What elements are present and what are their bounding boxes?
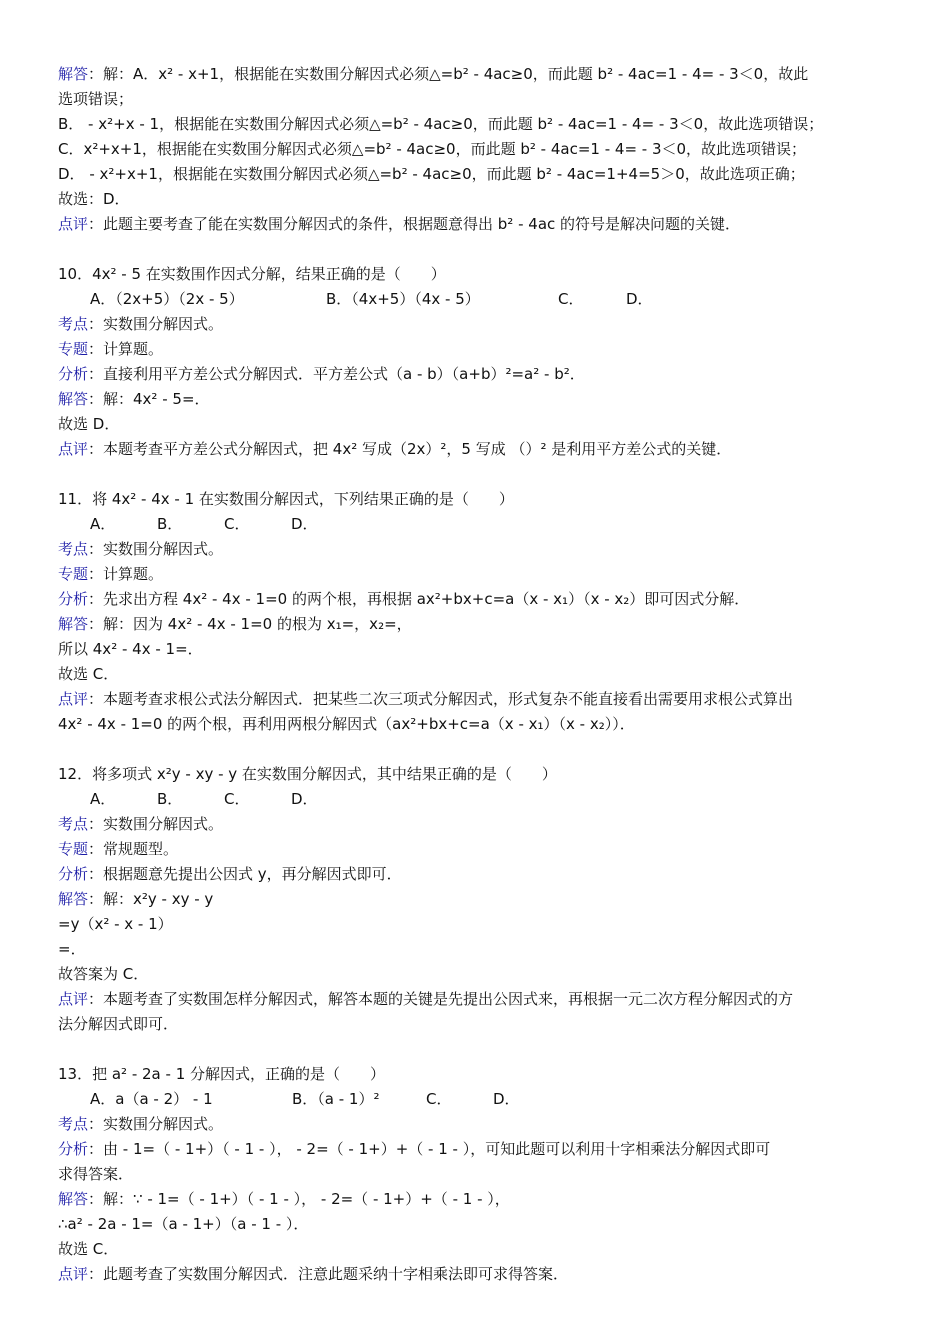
topic-tag: 专题	[58, 840, 89, 858]
comment-tag: 点评	[58, 690, 89, 708]
comment-tag: 点评	[58, 1265, 89, 1283]
q12-point	[58, 812, 908, 837]
q12-topic	[58, 837, 908, 862]
q13-option-d: D．	[493, 1090, 520, 1108]
q11-topic	[58, 562, 908, 587]
q13-option-a: A．a（a - 2） - 1	[90, 1090, 213, 1108]
q13-comment-text: ：此题考查了实数围分解因式．注意此题采纳十字相乘法即可求得答案．	[88, 1265, 569, 1283]
q12-answer-text: ：解：x²y - xy - y	[88, 890, 214, 908]
q10-answer	[58, 387, 908, 412]
q13-point-text: ：实数围分解因式。	[88, 1115, 224, 1133]
q12-analysis	[58, 862, 908, 887]
answer-tag: 解答	[58, 390, 89, 408]
prev-comment-text: ：此题主要考查了能在实数围分解因式的条件，根据题意得出 b² - 4ac 的符号是解决问题的关键．	[88, 215, 741, 233]
q12-stem: 12．将多项式 x²y - xy - y 在实数围分解因式，其中结果正确的是（ ）	[58, 765, 557, 783]
q12-answer	[58, 887, 908, 912]
q13-options	[58, 1087, 908, 1112]
point-tag: 考点	[58, 540, 89, 558]
q12-options	[58, 787, 908, 812]
q10-option-a: A．（2x+5）（2x - 5）	[90, 290, 244, 308]
q12-comment-1	[58, 987, 908, 1012]
q11-option-c: C．	[224, 515, 250, 533]
prev-answer-text: ：解：A．x² - x+1，根据能在实数围分解因式必须△=b² - 4ac≥0，而此题 b² - 4ac=1 - 4= - 3＜0，故此	[88, 65, 809, 83]
q12-option-b: B．	[157, 790, 183, 808]
q11-point	[58, 537, 908, 562]
comment-tag: 点评	[58, 440, 89, 458]
q13-comment	[58, 1262, 908, 1287]
q12-option-a: A．	[90, 790, 116, 808]
q11-comment-2: 4x² - 4x - 1=0 的两个根，再利用两根分解因式（ax²+bx+c=a（x - x₁）（x - x₂））．	[58, 715, 635, 733]
q13-option-b: B．（a - 1）²	[292, 1090, 380, 1108]
q10-comment	[58, 437, 908, 462]
document-page	[58, 62, 908, 1287]
q12-step-2: =．	[58, 940, 86, 958]
q11-analysis-text: ：先求出方程 4x² - 4x - 1=0 的两个根，再根据 ax²+bx+c=a（x - x₁）（x - x₂）即可因式分解．	[88, 590, 750, 608]
q10-option-b: B．（4x+5）（4x - 5）	[326, 290, 480, 308]
prev-answer-option-d: D． - x²+x+1，根据能在实数围分解因式必须△=b² - 4ac≥0，而此题 b² - 4ac=1+4=5＞0，故此选项正确；	[58, 165, 805, 183]
analysis-tag: 分析	[58, 1140, 89, 1158]
q12-analysis-text: ：根据题意先提出公因式 y，再分解因式即可．	[88, 865, 402, 883]
prev-choose: 故选：D．	[58, 190, 130, 208]
q13-analysis-text-1: ：由 - 1=（ - 1+）（ - 1 - ）， - 2=（ - 1+）+（ - 1 - ），可知此题可以利用十字相乘法分解因式即可	[88, 1140, 771, 1158]
q13-answer-text: ：解：∵ - 1=（ - 1+）（ - 1 - ）， - 2=（ - 1+）+（ - 1 - ），	[88, 1190, 510, 1208]
q12-option-c: C．	[224, 790, 250, 808]
topic-tag: 专题	[58, 565, 89, 583]
q13-option-c: C．	[426, 1090, 452, 1108]
q10-topic	[58, 337, 908, 362]
prev-comment-line	[58, 212, 908, 237]
prev-answer-option-b: B． - x²+x - 1，根据能在实数围分解因式必须△=b² - 4ac≥0，而此题 b² - 4ac=1 - 4= - 3＜0，故此选项错误；	[58, 115, 824, 133]
q11-answer-text: ：解：因为 4x² - 4x - 1=0 的根为 x₁=，x₂=，	[88, 615, 412, 633]
topic-tag: 专题	[58, 340, 89, 358]
q10-point-text: ：实数围分解因式。	[88, 315, 224, 333]
q11-stem: 11．将 4x² - 4x - 1 在实数围分解因式，下列结果正确的是（ ）	[58, 490, 514, 508]
q13-analysis-2: 求得答案．	[58, 1165, 134, 1183]
prev-answer-line-1	[58, 62, 908, 87]
q10-option-c: C．	[558, 290, 584, 308]
analysis-tag: 分析	[58, 865, 89, 883]
answer-tag: 解答	[58, 890, 89, 908]
point-tag: 考点	[58, 315, 89, 333]
q11-comment-text-1: ：本题考查求根公式法分解因式．把某些二次三项式分解因式，形式复杂不能直接看出需要用求根公式算出	[88, 690, 794, 708]
q13-analysis-1	[58, 1137, 908, 1162]
q11-option-d: D．	[291, 515, 318, 533]
q11-point-text: ：实数围分解因式。	[88, 540, 224, 558]
q10-comment-text: ：本题考查平方差公式分解因式，把 4x² 写成（2x）²，5 写成 （）² 是利用平方差公式的关键．	[88, 440, 732, 458]
q12-point-text: ：实数围分解因式。	[88, 815, 224, 833]
q10-choose: 故选 D．	[58, 415, 120, 433]
q13-choose: 故选 C．	[58, 1240, 119, 1258]
q10-answer-text: ：解：4x² - 5=．	[88, 390, 210, 408]
q12-topic-text: ：常规题型。	[88, 840, 179, 858]
q11-analysis	[58, 587, 908, 612]
comment-tag: 点评	[58, 990, 89, 1008]
q12-choose: 故答案为 C．	[58, 965, 149, 983]
analysis-tag: 分析	[58, 590, 89, 608]
q13-stem: 13．把 a² - 2a - 1 分解因式，正确的是（ ）	[58, 1065, 386, 1083]
q10-point	[58, 312, 908, 337]
q12-comment-text-1: ：本题考查了实数围怎样分解因式，解答本题的关键是先提出公因式来，再根据一元二次方程分解因式的方	[88, 990, 794, 1008]
answer-tag: 解答	[58, 65, 89, 83]
answer-tag: 解答	[58, 615, 89, 633]
point-tag: 考点	[58, 815, 89, 833]
q11-option-a: A．	[90, 515, 116, 533]
q11-choose: 故选 C．	[58, 665, 119, 683]
point-tag: 考点	[58, 1115, 89, 1133]
q10-stem: 10．4x² - 5 在实数围作因式分解，结果正确的是（ ）	[58, 265, 446, 283]
q10-analysis	[58, 362, 908, 387]
q11-so: 所以 4x² - 4x - 1=．	[58, 640, 203, 658]
q10-topic-text: ：计算题。	[88, 340, 164, 358]
q11-option-b: B．	[157, 515, 183, 533]
q11-answer	[58, 612, 908, 637]
q10-option-d: D．	[626, 290, 653, 308]
q12-comment-2: 法分解因式即可．	[58, 1015, 179, 1033]
q10-analysis-text: ：直接利用平方差公式分解因式．平方差公式（a - b）（a+b）²=a² - b²．	[88, 365, 585, 383]
q13-answer	[58, 1187, 908, 1212]
q11-options	[58, 512, 908, 537]
q12-option-d: D．	[291, 790, 318, 808]
q13-point	[58, 1112, 908, 1137]
q12-step-1: =y（x² - x - 1）	[58, 915, 173, 933]
q10-options	[58, 287, 908, 312]
comment-tag: 点评	[58, 215, 89, 233]
answer-tag: 解答	[58, 1190, 89, 1208]
q11-comment-1	[58, 687, 908, 712]
analysis-tag: 分析	[58, 365, 89, 383]
prev-answer-option-c: C．x²+x+1，根据能在实数围分解因式必须△=b² - 4ac≥0，而此题 b² - 4ac=1 - 4= - 3＜0，故此选项错误；	[58, 140, 807, 158]
q13-therefore: ∴a² - 2a - 1=（a - 1+）（a - 1 - ）．	[58, 1215, 309, 1233]
prev-answer-line-2: 选项错误；	[58, 90, 134, 108]
q11-topic-text: ：计算题。	[88, 565, 164, 583]
